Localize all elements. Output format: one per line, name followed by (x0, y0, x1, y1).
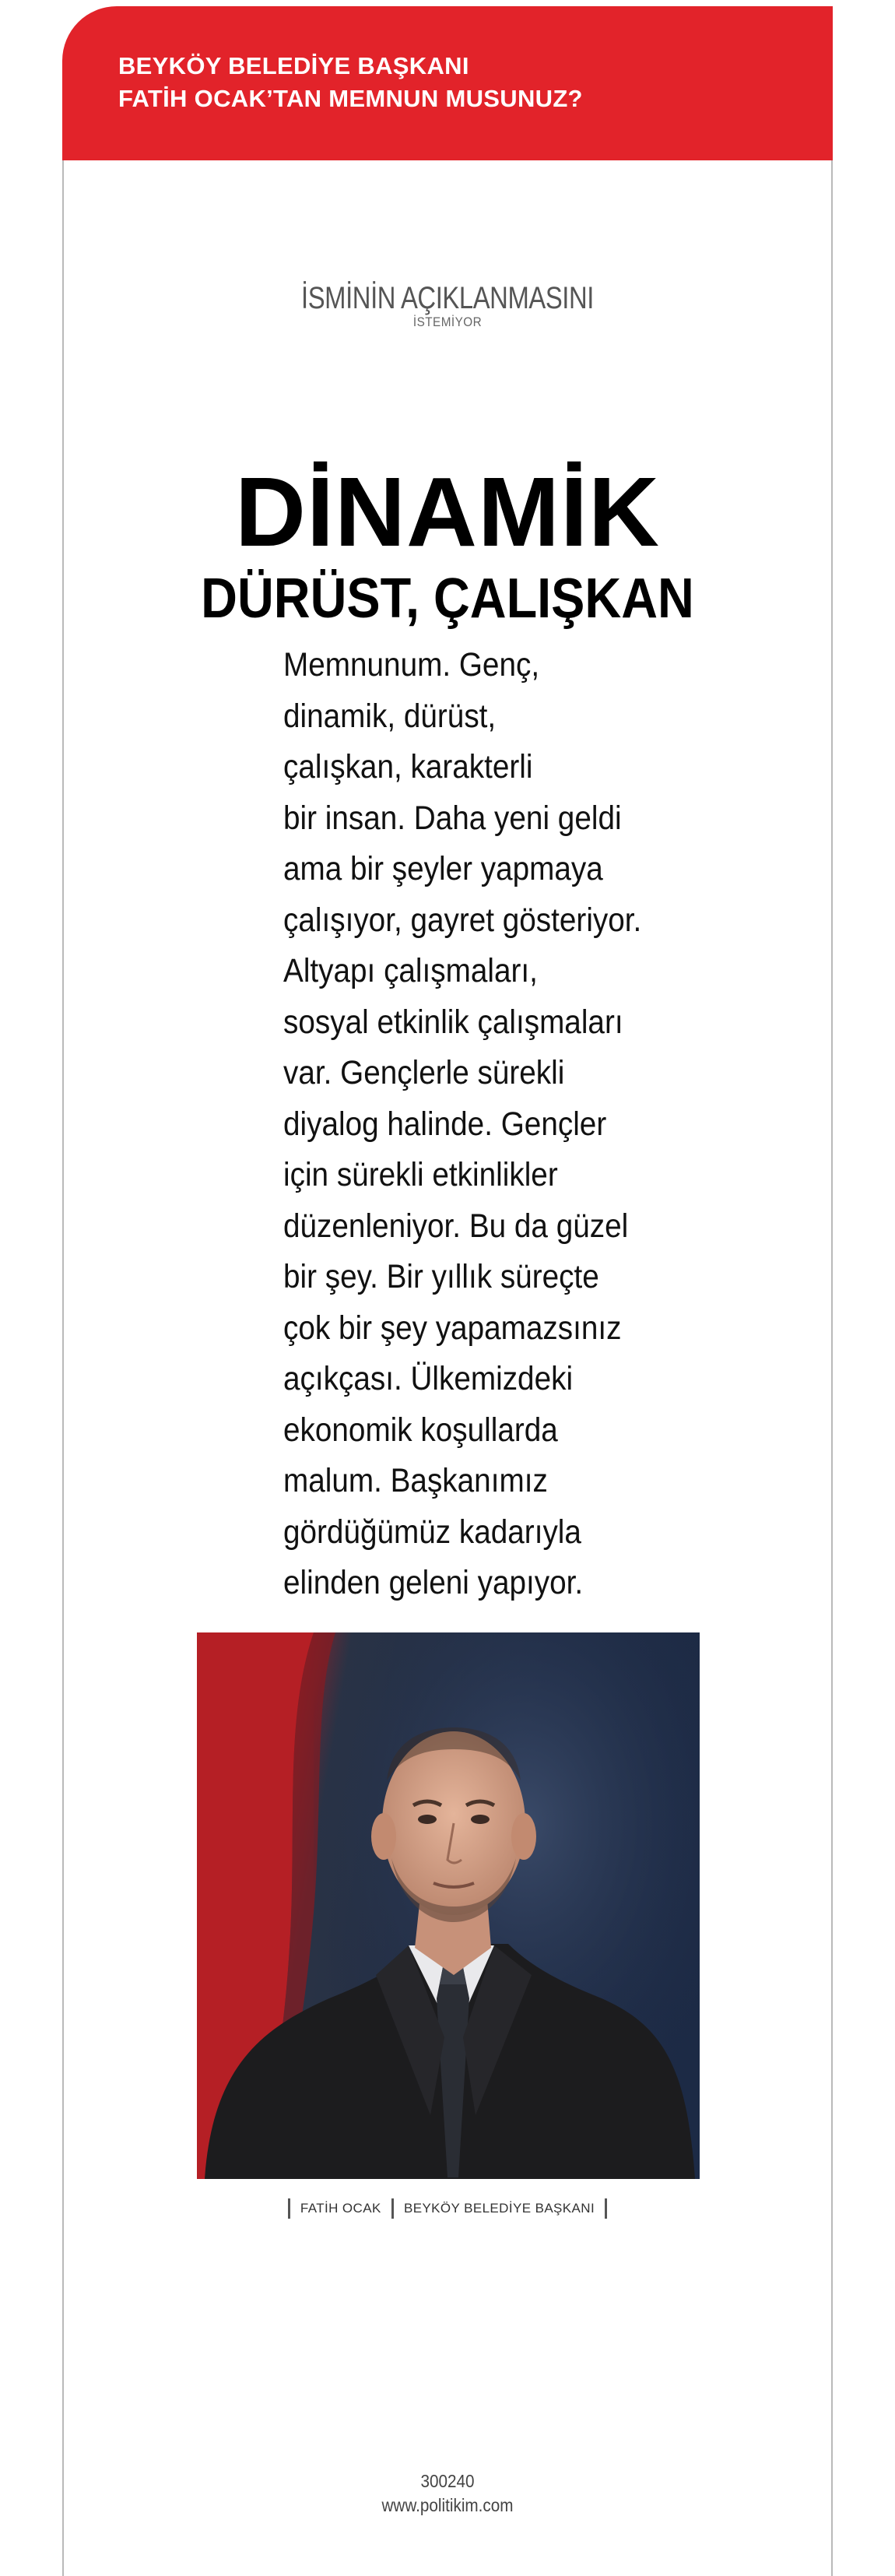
caption-divider (605, 2198, 607, 2219)
quote-body (283, 640, 704, 1609)
quote-line: çalışkan, karakterli (283, 748, 533, 785)
quote-line: çalışıyor, gayret gösteriyor. (283, 901, 642, 939)
header-banner (62, 6, 833, 160)
quote-line: dinamik, dürüst, (283, 697, 497, 735)
quote-line: ekonomik koşullarda (283, 1411, 558, 1449)
quote-line: Altyapı çalışmaları, (283, 952, 538, 989)
quote-line: bir insan. Daha yeni geldi (283, 799, 622, 837)
quote-line: için sürekli etkinlikler (283, 1156, 558, 1193)
header-title-line-2: FATİH OCAK’TAN MEMNUN MUSUNUZ? (118, 85, 583, 112)
header-title-line-1: BEYKÖY BELEDİYE BAŞKANI (118, 52, 469, 79)
quote-line: çok bir şey yapamazsınız (283, 1309, 622, 1347)
footer-url: www.politikim.com (381, 2495, 514, 2515)
header-title (118, 50, 583, 115)
portrait-illustration (197, 1632, 700, 2179)
quote-line: var. Gençlerle sürekli (283, 1054, 565, 1091)
caption-name: FATİH OCAK (300, 2201, 381, 2216)
caption-divider (288, 2198, 290, 2219)
quote-line: gördüğümüz kadarıyla (283, 1513, 581, 1551)
quote-line: Memnunum. Genç, (283, 646, 540, 684)
caption-title: BEYKÖY BELEDİYE BAŞKANI (403, 2201, 595, 2216)
headline-sub: DÜRÜST, ÇALIŞKAN (201, 568, 694, 630)
portrait-photo (197, 1632, 700, 2179)
headline-main: DİNAMİK (235, 457, 660, 567)
respondent-block (0, 280, 895, 330)
quote-line: açıkçası. Ülkemizdeki (283, 1360, 574, 1397)
quote-line: düzenleniyor. Bu da güzel (283, 1207, 629, 1245)
quote-line: diyalog halinde. Gençler (283, 1105, 607, 1143)
quote-line: ama bir şeyler yapmaya (283, 850, 603, 887)
quote-line: malum. Başkanımız (283, 1462, 548, 1499)
page-footer (0, 2469, 895, 2518)
quote-line: bir şey. Bir yıllık süreçte (283, 1258, 599, 1295)
quote-line: elinden geleni yapıyor. (283, 1564, 584, 1601)
respondent-name: İSMİNİN AÇIKLANMASINI (301, 281, 594, 315)
caption-divider (391, 2198, 394, 2219)
respondent-note: İSTEMİYOR (412, 315, 483, 329)
photo-caption (0, 2198, 895, 2219)
footer-code: 300240 (420, 2471, 475, 2491)
quote-line: sosyal etkinlik çalışmaları (283, 1003, 623, 1041)
